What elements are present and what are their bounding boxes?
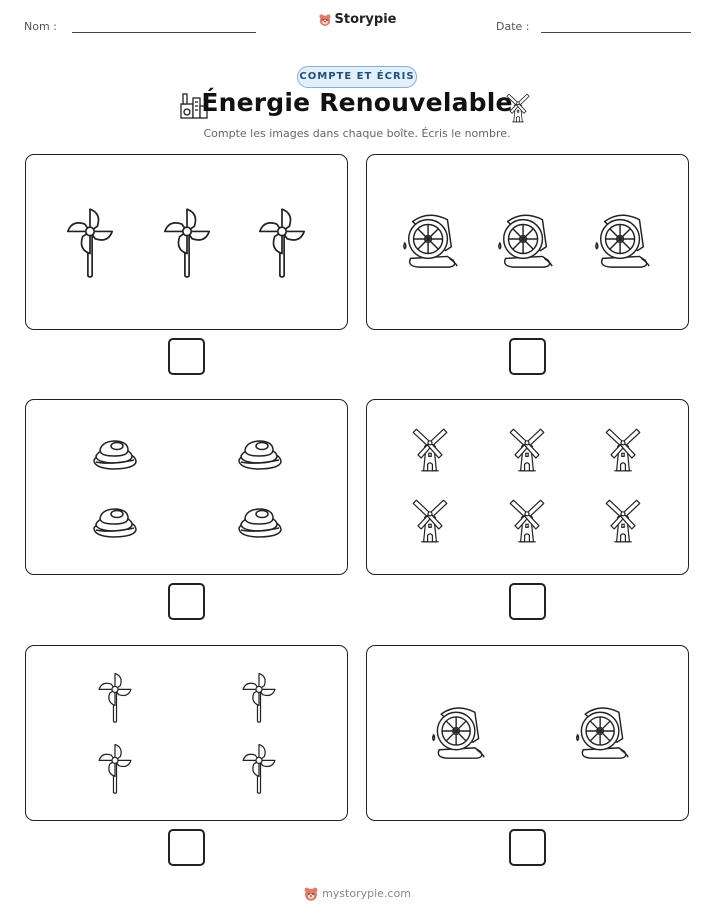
activity-badge: COMPTE ET ÉCRIS	[297, 66, 417, 88]
water-wheel-icon	[591, 207, 653, 271]
brand-name: Storypie	[334, 12, 397, 27]
stone-stack-icon	[90, 500, 140, 540]
windmill-title-icon	[504, 92, 532, 124]
date-line[interactable]	[541, 32, 691, 33]
answer-box-5[interactable]	[168, 829, 205, 866]
pinwheel-icon	[240, 670, 278, 724]
windmill-icon	[507, 497, 547, 545]
count-panel-1	[25, 154, 348, 330]
water-wheel-icon	[572, 700, 632, 762]
windmill-icon	[507, 426, 547, 474]
answer-box-2[interactable]	[509, 338, 546, 375]
water-wheel-icon	[494, 207, 556, 271]
pinwheel-icon	[96, 670, 134, 724]
answer-box-3[interactable]	[168, 583, 205, 620]
water-wheel-icon	[428, 700, 488, 762]
footer-site[interactable]: mystorypie.com	[322, 887, 411, 900]
count-panel-2	[366, 154, 689, 330]
answer-box-1[interactable]	[168, 338, 205, 375]
windmill-icon	[410, 426, 450, 474]
pinwheel-icon	[240, 741, 278, 795]
answer-box-6[interactable]	[509, 829, 546, 866]
stone-stack-icon	[235, 500, 285, 540]
water-wheel-icon	[399, 207, 461, 271]
windmill-icon	[603, 426, 643, 474]
name-line[interactable]	[72, 32, 256, 33]
stone-stack-icon	[90, 432, 140, 472]
pinwheel-icon	[255, 205, 309, 279]
name-label: Nom :	[24, 20, 57, 33]
count-panel-6	[366, 645, 689, 821]
windmill-icon	[410, 497, 450, 545]
pinwheel-icon	[96, 741, 134, 795]
answer-box-4[interactable]	[509, 583, 546, 620]
stone-stack-icon	[235, 432, 285, 472]
count-panel-3	[25, 399, 348, 575]
instruction: Compte les images dans chaque boîte. Écris le nombre.	[203, 127, 511, 140]
brand	[0, 12, 714, 27]
count-panel-4	[366, 399, 689, 575]
storypie-logo-icon	[318, 13, 332, 27]
windmill-icon	[603, 497, 643, 545]
pinwheel-icon	[160, 205, 214, 279]
date-label: Date :	[496, 20, 530, 33]
page-title: Énergie Renouvelable	[201, 88, 513, 117]
count-panel-5	[25, 645, 348, 821]
footer	[0, 886, 714, 902]
pinwheel-icon	[63, 205, 117, 279]
storypie-logo-icon	[303, 886, 319, 902]
